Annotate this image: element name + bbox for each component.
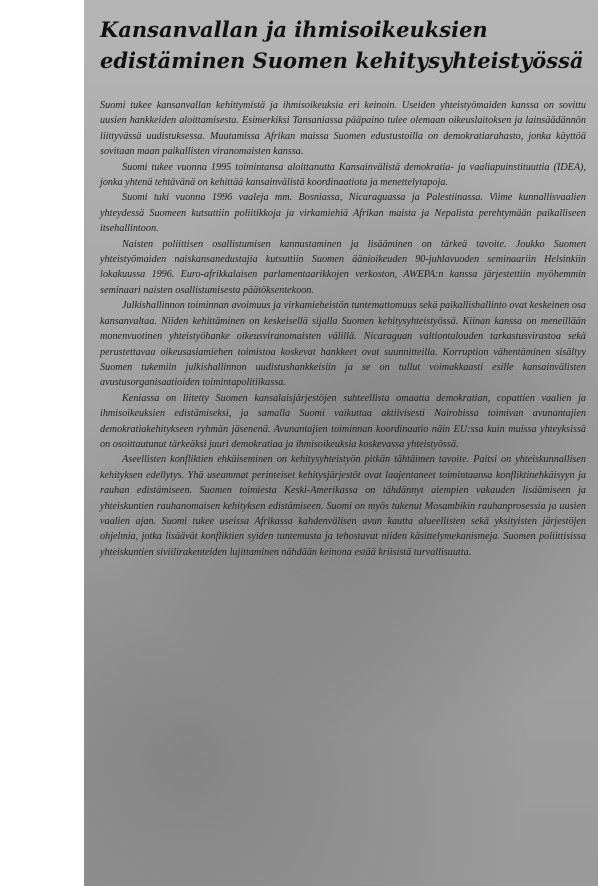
- paragraph-6: Keniassa on liitetty Suomen kansalaisjärjestöjen suhteellista omaatta demokratian, copattien vaalien ja ihmisoikeuksien edistämiseksi, ja samalla Suomi vaikuttaa aktiivisesti Nairobissa toimivan avunantajien demokratiakehitykseen ryhmän jäsenenä. Avunantajien toiminnan koordinaatio näin EU:ssa kuin muissa yhteyksissä on osoittautunut tärkeäksi juuri demokratiaa ja ihmisoikeuksia koskevassa yhteistyössä.: [100, 392, 586, 450]
- paragraph-3: Suomi tuki vuonna 1996 vaaleja mm. Bosniassa, Nicaraguassa ja Palestiinassa. Viime kunnallisvaalien yhteydessä Suomeen kutsuttiin poliitikkoja ja virkamiehiä Afrikan maista ja Nepalista perehtymään paikalliseen itsehallintoon.: [100, 192, 586, 235]
- paragraph-7: Aseellisten konfliktien ehkäiseminen on kehitysyhteistyön pitkän tähtäimen tavoite. Paitsi on yhteiskunnallisen kehityksen edellytys. Yhä useammat perinteiset kehitysjärjestöt ovat laajentaneet toimintaansa konfliktinehkäisyyn ja rauhan edistämiseen. Suomen toimiesta Keski-Amerikassa on tähdännyt aiempien vakauden lisäämiseen ja yhteiskuntien rauhanomaisen kehityksen edistämiseen. Suomi on myös tukenut Mosambikin rauhanprosessia ja uusien vaalien ajan. Suomi tukee useissa Afrikassa kahdenvälisen avun kautta alueellisten sekä yksityisten järjestöjen ohjelmia, jotka lisäävät konfliktien syiden tuntemusta ja tehostavat niiden käsittelymekanismeja. Suomen poliittisissa yhteiskuntien siviilirakenteiden lujittaminen nähdään keinona estää kriisistä turvallisuutta.: [100, 454, 586, 558]
- paragraph-4: Naisten poliittisen osallistumisen kannustaminen ja lisääminen on tärkeä tavoite. Joukko Suomen yhteistyömaiden naiskansanedustajia kutsuttiin Suomen äänioikeuden 90-juhlavuoden seminaariin Helsinkiin lokakuussa 1996. Euro-afrikkalaisen parlamentaarikkojen verkoston, AWEPA:n kanssa järjestettiin myöhemmin seminaari naisten osallistumisesta päätöksentekoon.: [100, 238, 586, 296]
- title-line-2: edistäminen Suomen kehitysyhteistyössä: [100, 48, 584, 73]
- paragraph-5: Julkishallinnon toiminnan avoimuus ja virkamieheistön tuntemattomuus sekä paikallishallinto ovat keskeinen osa kansanvaltaa. Niiden kehittäminen on keskeisellä sijalla Suomen kehitysyhteistyössä. Kiinan kanssa on meneillään monenvuotinen yhteistyöhanke oikeusviranomaisten välillä. Nicaraguan valtiontalouden tarkastusvirastoa sekä perustettavaa oikeusasiamiehen toimistoa koskevat hankkeet ovat suunnitteilla. Korruption vähentäminen sisältyy Suomen tukemiin julkishallinnon uudistushankkeisiin ja se on tullut voimakkaasti esille kansainvälisten avustusorganisaatioiden toimintapolitiikassa.: [100, 300, 586, 389]
- paragraph-2: Suomi tukee vuonna 1995 toimintansa aloittanutta Kansainvälistä demokratia- ja vaaliapuinstituuttia (IDEA), jonka yhtenä tehtävänä on kehittää kansainvälistä koordinaatiota ja menettelytapoja.: [100, 161, 586, 189]
- title-line-1: Kansanvallan ja ihmisoikeuksien: [100, 17, 488, 42]
- paragraph-1: Suomi tukee kansanvallan kehittymistä ja ihmisoikeuksia eri keinoin. Useiden yhteistyömaiden kanssa on sovittu uusien hankkeiden aloittamisesta. Esimerkiksi Tansaniassa pääpaino tulee olemaan oikeuslaitoksen ja lainsäädännön liittyvässä uudistuksessa. Muutamissa Afrikan maissa Suomen edustustoilla on demokratiarahasto, jonka käyttöä sovitaan maan paikallisten viranomaisten kanssa.: [100, 100, 586, 158]
- article-title: [100, 14, 590, 76]
- scanned-page: [84, 0, 598, 886]
- article-body: [100, 98, 586, 560]
